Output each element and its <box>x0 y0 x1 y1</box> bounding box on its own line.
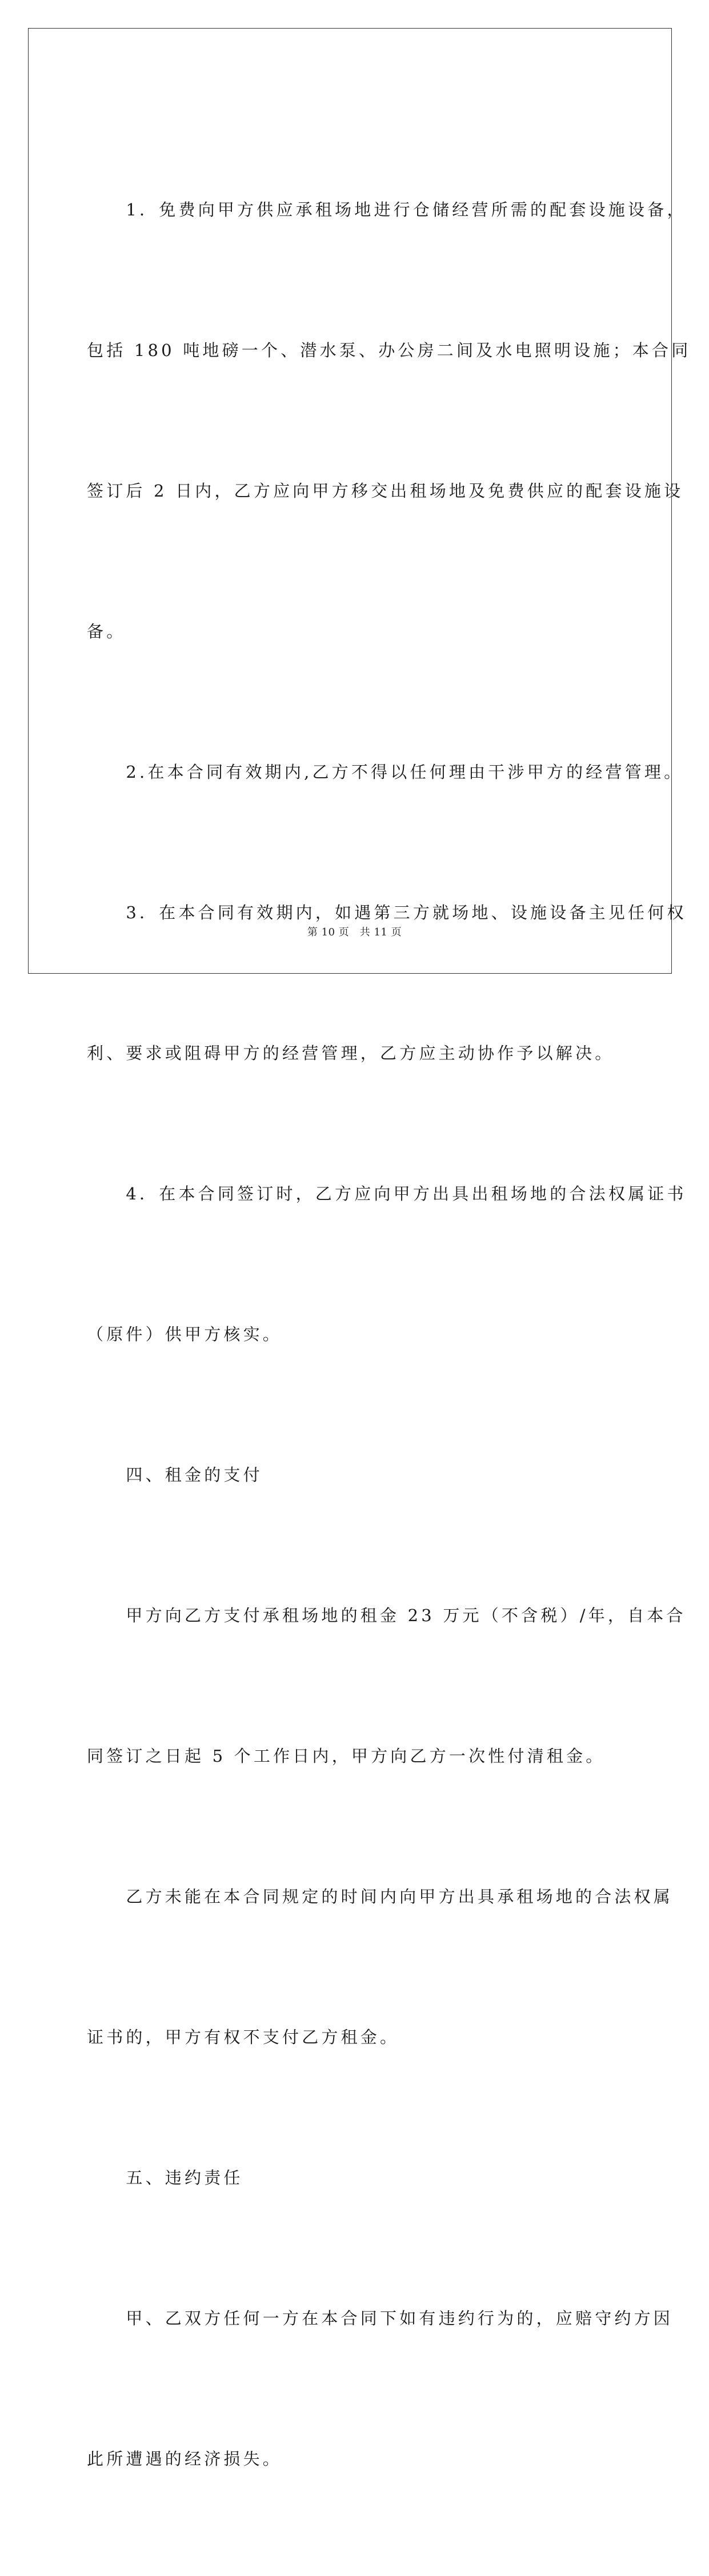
text-line-5: 2.在本合同有效期内,乙方不得以任何理由干涉甲方的经营管理。 <box>87 762 684 782</box>
section-heading-breach-liability: 五、违约责任 <box>87 2168 243 2187</box>
text-line-8: 4．在本合同签订时，乙方应向甲方出具出租场地的合法权属证书 <box>87 1184 687 1203</box>
text-line-7: 利、要求或阻碍甲方的经营管理，乙方应主动协作予以解决。 <box>87 1043 615 1063</box>
text-line-4: 备。 <box>87 622 126 641</box>
text-line-2: 包括 180 吨地磅一个、潜水泵、办公房二间及水电照明设施；本合同 <box>87 341 691 360</box>
text-line-16: 甲、乙双方任何一方在本合同下如有违约行为的，应赔守约方因 <box>87 2309 674 2328</box>
text-line-14: 证书的，甲方有权不支付乙方租金。 <box>87 2027 400 2047</box>
text-line-3: 签订后 2 日内，乙方应向甲方移交出租场地及免费供应的配套设施设 <box>87 481 684 501</box>
text-line-6: 3．在本合同有效期内，如遇第三方就场地、设施设备主见任何权 <box>87 903 687 922</box>
section-heading-rent-payment: 四、租金的支付 <box>87 1465 263 1485</box>
text-line-11: 甲方向乙方支付承租场地的租金 23 万元（不含税）/年，自本合 <box>87 1606 686 1625</box>
text-line-12: 同签订之日起 5 个工作日内，甲方向乙方一次性付清租金。 <box>87 1746 606 1766</box>
text-line-13: 乙方未能在本合同规定的时间内向甲方出具承租场地的合法权属 <box>87 1887 674 1906</box>
text-line-17: 此所遭遇的经济损失。 <box>87 2449 283 2469</box>
text-line-1: 1．免费向甲方供应承租场地进行仓储经营所需的配套设施设备， <box>87 200 687 219</box>
contract-text <box>87 93 691 2576</box>
text-line-9: （原件）供甲方核实。 <box>87 1325 283 1344</box>
document-body <box>87 93 691 2576</box>
page-number-footer: 第 10 页 共 11 页 <box>307 926 402 938</box>
